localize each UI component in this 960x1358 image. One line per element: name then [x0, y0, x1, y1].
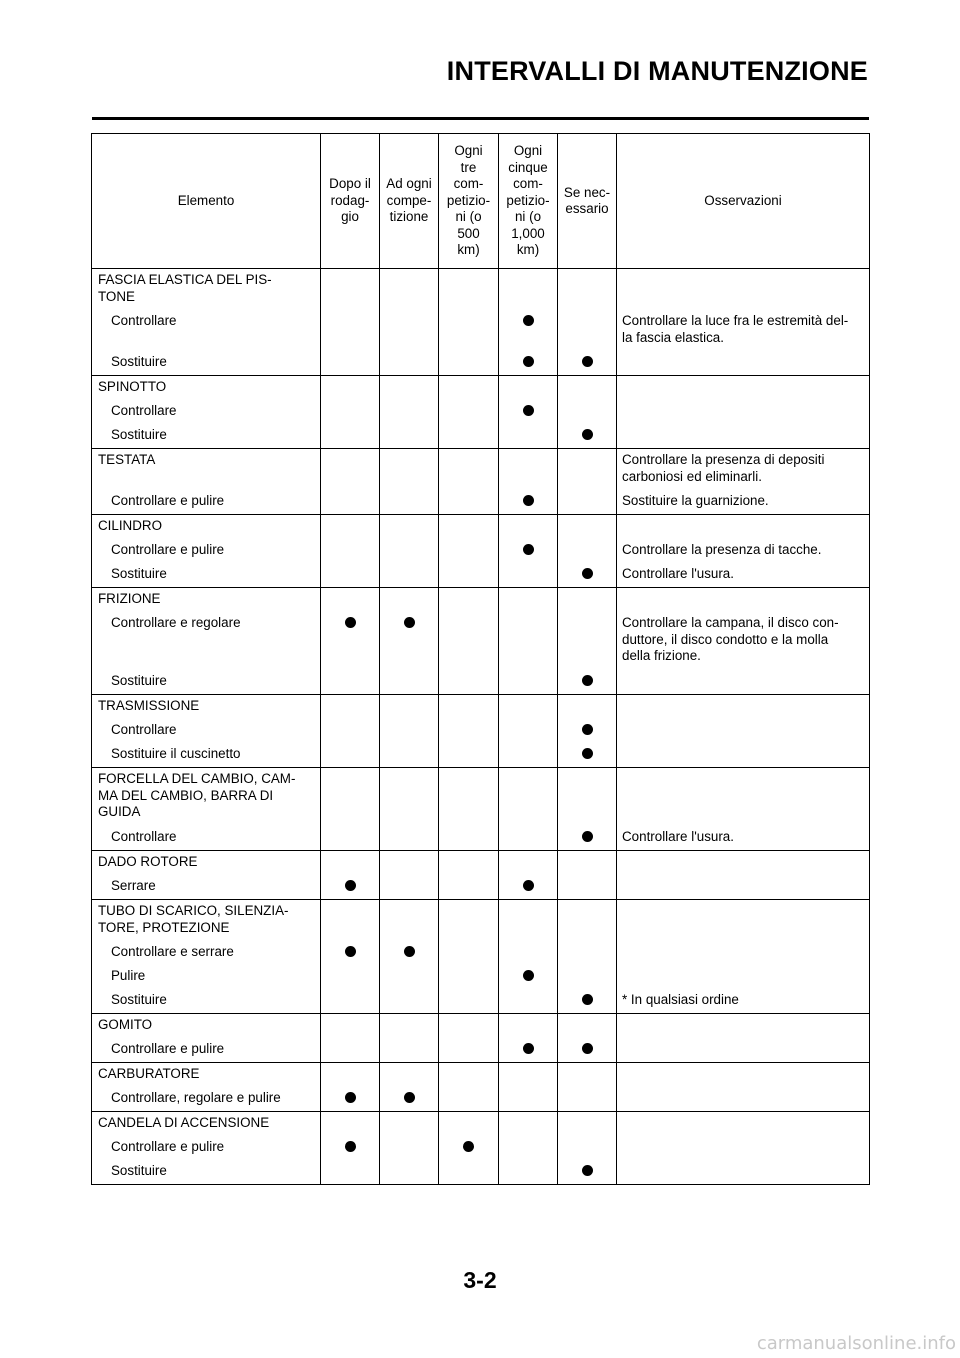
table-row — [92, 269, 870, 376]
observation-text — [617, 900, 869, 941]
interval-cell — [439, 1014, 499, 1063]
interval-cell — [439, 1112, 499, 1185]
interval-cell — [439, 449, 499, 515]
elemento-cell — [92, 1112, 321, 1185]
table-header-row — [92, 134, 870, 269]
interval-cell — [321, 269, 380, 376]
title-rule — [92, 117, 869, 120]
interval-cell — [380, 376, 439, 449]
bullet-mark — [523, 880, 534, 891]
interval-cell — [558, 768, 617, 851]
observation-text: Controllare l'usura. — [622, 566, 734, 581]
observation-text — [617, 965, 869, 989]
item-label: DADO ROTORE — [98, 854, 198, 869]
interval-cell — [321, 515, 380, 588]
interval-cell — [321, 1112, 380, 1185]
operation-label: Controllare e regolare — [111, 615, 241, 630]
interval-cell — [380, 768, 439, 851]
osservazioni-cell — [617, 1014, 870, 1063]
observation-text — [617, 515, 869, 539]
bullet-mark — [582, 675, 593, 686]
observation-text: Controllare l'usura. — [622, 829, 734, 844]
bullet-mark — [345, 1092, 356, 1103]
bullet-mark — [523, 495, 534, 506]
item-label: TRASMISSIONE — [98, 698, 200, 713]
observation-text — [617, 768, 869, 826]
watermark: carmanualsonline.info — [756, 1333, 956, 1354]
interval-cell — [439, 695, 499, 768]
elemento-cell — [92, 588, 321, 695]
interval-cell — [499, 269, 558, 376]
observation-text — [617, 269, 869, 310]
interval-cell — [558, 515, 617, 588]
page-number: 3-2 — [463, 1267, 497, 1293]
table-row — [92, 1112, 870, 1185]
elemento-cell — [92, 695, 321, 768]
operation-label: Sostituire il cuscinetto — [111, 746, 241, 761]
interval-cell — [558, 449, 617, 515]
interval-cell — [321, 1063, 380, 1112]
table-row — [92, 376, 870, 449]
interval-cell — [380, 1063, 439, 1112]
header-ogni-tre: Ogni tre com- petizio- ni (o 500 km) — [439, 134, 499, 269]
interval-cell — [499, 515, 558, 588]
interval-cell — [321, 695, 380, 768]
bullet-mark — [582, 1165, 593, 1176]
interval-cell — [558, 1063, 617, 1112]
interval-cell — [499, 1112, 558, 1185]
elemento-cell — [92, 768, 321, 851]
operation-label: Controllare e serrare — [111, 944, 234, 959]
osservazioni-cell — [617, 269, 870, 376]
observation-text: Controllare la campana, il disco con- duttore, il disco condotto e la molla della frizione. — [622, 615, 839, 663]
elemento-cell — [92, 1063, 321, 1112]
interval-cell — [380, 269, 439, 376]
operation-label: Controllare — [111, 829, 177, 844]
bullet-mark — [523, 544, 534, 555]
operation-label: Controllare e pulire — [111, 542, 225, 557]
interval-cell — [499, 768, 558, 851]
bullet-mark — [582, 724, 593, 735]
bullet-mark — [404, 1092, 415, 1103]
bullet-mark — [523, 356, 534, 367]
observation-text: Controllare la presenza di tacche. — [622, 542, 822, 557]
operation-label: Controllare — [111, 313, 177, 328]
table-row — [92, 449, 870, 515]
operation-label: Sostituire — [111, 992, 167, 1007]
bullet-mark — [582, 1043, 593, 1054]
elemento-cell — [92, 449, 321, 515]
interval-cell — [499, 900, 558, 1014]
header-dopo-rodaggio: Dopo il rodag- gio — [321, 134, 380, 269]
elemento-cell — [92, 900, 321, 1014]
table-row — [92, 900, 870, 1014]
observation-text — [617, 424, 869, 448]
bullet-mark — [345, 1141, 356, 1152]
item-label: FRIZIONE — [98, 591, 161, 606]
operation-label: Sostituire — [111, 566, 167, 581]
bullet-mark — [582, 994, 593, 1005]
observation-text: Sostituire la guarnizione. — [622, 493, 769, 508]
operation-label: Pulire — [111, 968, 146, 983]
interval-cell — [439, 588, 499, 695]
bullet-mark — [523, 405, 534, 416]
bullet-mark — [582, 429, 593, 440]
bullet-mark — [582, 568, 593, 579]
interval-cell — [380, 515, 439, 588]
observation-text — [617, 743, 869, 767]
item-label: CILINDRO — [98, 518, 162, 533]
operation-label: Sostituire — [111, 673, 167, 688]
operation-label: Sostituire — [111, 427, 167, 442]
header-ad-ogni-competizione: Ad ogni compe- tizione — [380, 134, 439, 269]
interval-cell — [499, 1063, 558, 1112]
operation-label: Controllare e pulire — [111, 1041, 225, 1056]
bullet-mark — [582, 356, 593, 367]
interval-cell — [439, 851, 499, 900]
header-se-necessario: Se nec- essario — [558, 134, 617, 269]
interval-cell — [439, 900, 499, 1014]
observation-text: * In qualsiasi ordine — [622, 992, 739, 1007]
table-row — [92, 515, 870, 588]
interval-cell — [558, 376, 617, 449]
elemento-cell — [92, 851, 321, 900]
item-label: FASCIA ELASTICA DEL PIS- TONE — [98, 272, 272, 304]
interval-cell — [321, 900, 380, 1014]
observation-text — [617, 1136, 869, 1160]
observation-text — [617, 376, 869, 400]
observation-text — [617, 1160, 869, 1184]
interval-cell — [380, 695, 439, 768]
header-ogni-cinque: Ogni cinque com- petizio- ni (o 1,000 km) — [499, 134, 558, 269]
interval-cell — [558, 588, 617, 695]
observation-text — [617, 719, 869, 743]
osservazioni-cell — [617, 588, 870, 695]
interval-cell — [380, 588, 439, 695]
observation-text — [617, 400, 869, 424]
operation-label: Sostituire — [111, 354, 167, 369]
interval-cell — [439, 768, 499, 851]
table-body — [92, 269, 870, 1185]
bullet-mark — [523, 1043, 534, 1054]
elemento-cell — [92, 376, 321, 449]
osservazioni-cell — [617, 449, 870, 515]
interval-cell — [380, 851, 439, 900]
header-elemento: Elemento — [92, 134, 321, 269]
table-row — [92, 768, 870, 851]
operation-label: Controllare, regolare e pulire — [111, 1090, 281, 1105]
interval-cell — [380, 900, 439, 1014]
item-label: FORCELLA DEL CAMBIO, CAM- MA DEL CAMBIO, BARRA DI GUIDA — [98, 771, 296, 819]
interval-cell — [321, 449, 380, 515]
interval-cell — [439, 515, 499, 588]
operation-label: Controllare — [111, 403, 177, 418]
operation-label: Serrare — [111, 878, 156, 893]
bullet-mark — [345, 617, 356, 628]
interval-cell — [321, 1014, 380, 1063]
observation-text — [617, 351, 869, 375]
interval-cell — [321, 851, 380, 900]
osservazioni-cell — [617, 695, 870, 768]
observation-text — [617, 1087, 869, 1111]
interval-cell — [380, 449, 439, 515]
observation-text — [617, 1063, 869, 1087]
bullet-mark — [345, 880, 356, 891]
interval-cell — [321, 376, 380, 449]
osservazioni-cell — [617, 900, 870, 1014]
osservazioni-cell — [617, 768, 870, 851]
interval-cell — [558, 1112, 617, 1185]
bullet-mark — [582, 831, 593, 842]
interval-cell — [439, 376, 499, 449]
item-label: CARBURATORE — [98, 1066, 200, 1081]
interval-cell — [558, 1014, 617, 1063]
elemento-cell — [92, 1014, 321, 1063]
interval-cell — [499, 376, 558, 449]
table-row — [92, 588, 870, 695]
operation-label: Controllare — [111, 722, 177, 737]
osservazioni-cell — [617, 851, 870, 900]
interval-cell — [499, 588, 558, 695]
bullet-mark — [523, 970, 534, 981]
interval-cell — [439, 1063, 499, 1112]
operation-label: Sostituire — [111, 1163, 167, 1178]
interval-cell — [439, 269, 499, 376]
interval-cell — [321, 768, 380, 851]
elemento-cell — [92, 269, 321, 376]
elemento-cell — [92, 515, 321, 588]
observation-text — [617, 851, 869, 875]
interval-cell — [558, 851, 617, 900]
interval-cell — [380, 1014, 439, 1063]
osservazioni-cell — [617, 1112, 870, 1185]
bullet-mark — [523, 315, 534, 326]
bullet-mark — [404, 617, 415, 628]
table-row — [92, 851, 870, 900]
interval-cell — [499, 695, 558, 768]
observation-text — [617, 875, 869, 899]
item-label: CANDELA DI ACCENSIONE — [98, 1115, 270, 1130]
table-row — [92, 695, 870, 768]
bullet-mark — [404, 946, 415, 957]
interval-cell — [499, 1014, 558, 1063]
interval-cell — [380, 1112, 439, 1185]
osservazioni-cell — [617, 376, 870, 449]
observation-text — [617, 670, 869, 694]
observation-text — [617, 588, 869, 612]
header-osservazioni: Osservazioni — [617, 134, 870, 269]
interval-cell — [558, 695, 617, 768]
interval-cell — [499, 449, 558, 515]
observation-text — [617, 1112, 869, 1136]
interval-cell — [558, 269, 617, 376]
observation-text: Controllare la luce fra le estremità del- la fascia elastica. — [622, 313, 849, 345]
item-label: TUBO DI SCARICO, SILENZIA- TORE, PROTEZIONE — [98, 903, 289, 935]
operation-label: Controllare e pulire — [111, 493, 225, 508]
osservazioni-cell — [617, 515, 870, 588]
bullet-mark — [345, 946, 356, 957]
page-title: INTERVALLI DI MANUTENZIONE — [446, 56, 868, 86]
interval-cell — [321, 588, 380, 695]
bullet-mark — [463, 1141, 474, 1152]
observation-text — [617, 941, 869, 965]
table-row — [92, 1014, 870, 1063]
observation-text: Controllare la presenza di depositi carboniosi ed eliminarli. — [622, 452, 825, 484]
observation-text — [617, 1038, 869, 1062]
maintenance-table — [91, 133, 870, 1185]
osservazioni-cell — [617, 1063, 870, 1112]
interval-cell — [499, 851, 558, 900]
table-row — [92, 1063, 870, 1112]
item-label: SPINOTTO — [98, 379, 167, 394]
observation-text — [617, 1014, 869, 1038]
operation-label: Controllare e pulire — [111, 1139, 225, 1154]
item-label: GOMITO — [98, 1017, 153, 1032]
bullet-mark — [582, 748, 593, 759]
interval-cell — [558, 900, 617, 1014]
item-label: TESTATA — [98, 452, 156, 467]
observation-text — [617, 695, 869, 719]
